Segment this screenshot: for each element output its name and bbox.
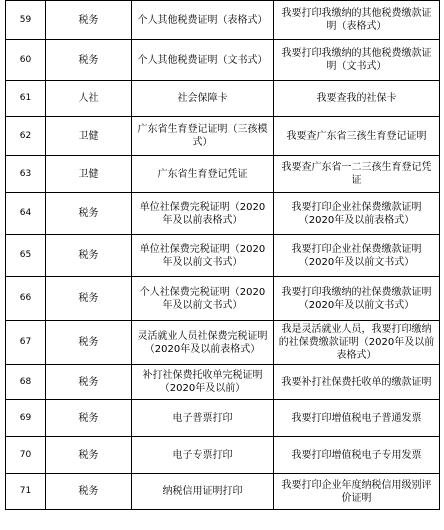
department-cell: 税务 — [46, 474, 132, 510]
request-description-cell: 我要打印我缴纳的社保费缴款证明（2020年及以前文书式） — [274, 277, 440, 321]
row-number: 68 — [6, 365, 46, 400]
row-number: 69 — [6, 400, 46, 437]
request-description-cell: 我要打印企业社保费缴款证明（2020年及以前表格式） — [274, 193, 440, 235]
row-number: 67 — [6, 321, 46, 365]
certificate-name-cell: 纳税信用证明打印 — [132, 474, 274, 510]
table-row — [6, 321, 440, 365]
request-description-cell: 我要打印增值税电子专用发票 — [274, 437, 440, 474]
table-row — [6, 400, 440, 437]
row-number: 61 — [6, 81, 46, 117]
certificate-name-cell: 灵活就业人员社保费完税证明（2020年及以前表格式） — [132, 321, 274, 365]
request-description-cell: 我是灵活就业人员，我要打印缴纳的社保费缴款证明（2020年及以前表格式） — [274, 321, 440, 365]
certificate-name-cell: 电子专票打印 — [132, 437, 274, 474]
row-number: 65 — [6, 235, 46, 277]
row-number: 59 — [6, 1, 46, 40]
department-cell: 税务 — [46, 277, 132, 321]
request-description-cell: 我要查广东省一二三孩生育登记凭证 — [274, 156, 440, 193]
department-cell: 税务 — [46, 437, 132, 474]
table-row — [6, 365, 440, 400]
department-cell: 税务 — [46, 1, 132, 40]
certificate-name-cell: 个人其他税费证明（文书式） — [132, 40, 274, 81]
certificate-name-cell: 广东省生育登记证明（三孩模式） — [132, 117, 274, 156]
row-number: 71 — [6, 474, 46, 510]
service-table — [5, 0, 440, 510]
request-description-cell: 我要补打社保费托收单的缴款证明 — [274, 365, 440, 400]
department-cell: 卫健 — [46, 156, 132, 193]
certificate-name-cell: 单位社保费完税证明（2020年及以前表格式） — [132, 193, 274, 235]
certificate-name-cell: 社会保障卡 — [132, 81, 274, 117]
department-cell: 税务 — [46, 365, 132, 400]
certificate-name-cell: 广东省生育登记凭证 — [132, 156, 274, 193]
certificate-name-cell: 个人社保费完税证明（2020年及以前文书式） — [132, 277, 274, 321]
row-number: 60 — [6, 40, 46, 81]
table-row — [6, 81, 440, 117]
request-description-cell: 我要打印企业社保费缴款证明（2020年及以前文书式） — [274, 235, 440, 277]
row-number: 63 — [6, 156, 46, 193]
row-number: 62 — [6, 117, 46, 156]
department-cell: 税务 — [46, 400, 132, 437]
table-row — [6, 474, 440, 510]
row-number: 70 — [6, 437, 46, 474]
table-row — [6, 1, 440, 40]
certificate-name-cell: 电子普票打印 — [132, 400, 274, 437]
table-row — [6, 235, 440, 277]
row-number: 64 — [6, 193, 46, 235]
table-row — [6, 437, 440, 474]
row-number: 66 — [6, 277, 46, 321]
table-row — [6, 193, 440, 235]
request-description-cell: 我要打印企业年度纳税信用级别评价证明 — [274, 474, 440, 510]
table-row — [6, 40, 440, 81]
department-cell: 税务 — [46, 235, 132, 277]
certificate-name-cell: 个人其他税费证明（表格式） — [132, 1, 274, 40]
table-row — [6, 117, 440, 156]
department-cell: 卫健 — [46, 117, 132, 156]
table-row — [6, 156, 440, 193]
request-description-cell: 我要查广东省三孩生育登记证明 — [274, 117, 440, 156]
certificate-name-cell: 单位社保费完税证明（2020年及以前文书式） — [132, 235, 274, 277]
department-cell: 税务 — [46, 40, 132, 81]
certificate-name-cell: 补打社保费托收单完税证明（2020年及以前） — [132, 365, 274, 400]
request-description-cell: 我要查我的社保卡 — [274, 81, 440, 117]
department-cell: 人社 — [46, 81, 132, 117]
request-description-cell: 我要打印我缴纳的其他税费缴款证明（文书式） — [274, 40, 440, 81]
table-body — [6, 1, 440, 510]
department-cell: 税务 — [46, 193, 132, 235]
request-description-cell: 我要打印我缴纳的其他税费缴款证明（表格式） — [274, 1, 440, 40]
department-cell: 税务 — [46, 321, 132, 365]
table-row — [6, 277, 440, 321]
request-description-cell: 我要打印增值税电子普通发票 — [274, 400, 440, 437]
